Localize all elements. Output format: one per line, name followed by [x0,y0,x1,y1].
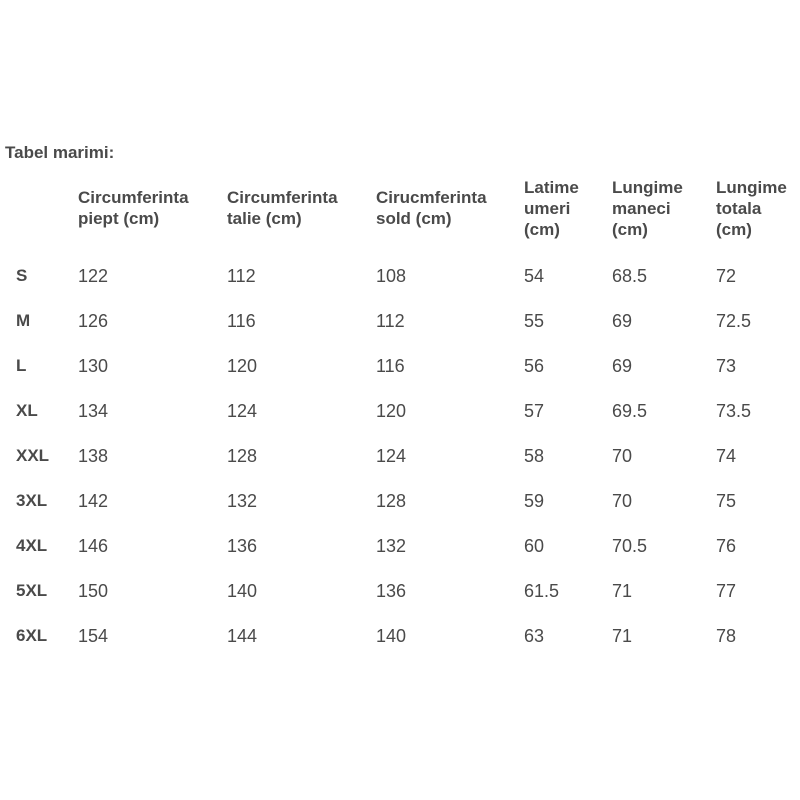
table-cell: 69 [612,311,633,331]
table-cell: 128 [227,446,258,466]
table-cell: 73 [716,356,737,376]
table-cell: 68.5 [612,266,648,286]
table-cell: 146 [78,536,109,556]
table-cell: 132 [376,536,407,556]
column-header-shoulder [524,177,579,240]
column-header-line: (cm) [716,220,752,239]
table-cell: 60 [524,536,545,556]
table-cell: 108 [376,266,407,286]
table-cell: 70 [612,491,633,511]
column-header-line: (cm) [524,220,560,239]
table-cell: 58 [524,446,545,466]
column-header-chest [78,187,189,229]
table-cell: 116 [376,356,405,376]
table-cell: 61.5 [524,581,560,601]
table-cell: 69.5 [612,401,648,421]
column-header-line: totala [716,199,762,218]
column-header-line: piept (cm) [78,209,160,228]
table-cell: 134 [78,401,109,421]
table-cell: 120 [376,401,407,421]
column-header-waist [227,187,338,229]
table-cell: 56 [524,356,545,376]
column-header-sleeve [612,177,683,240]
table-cell: 136 [376,581,407,601]
table-cell: 72.5 [716,311,752,331]
column-header-line: Latime [524,178,579,197]
size-label: XL [16,401,38,420]
column-header-length [716,177,787,240]
table-cell: 63 [524,626,545,646]
size-label: 5XL [16,581,48,600]
column-header-line: Cirucmferinta [376,188,487,207]
table-cell: 69 [612,356,633,376]
column-header-line: umeri [524,199,571,218]
table-cell: 70.5 [612,536,648,556]
table-cell: 116 [227,311,256,331]
table-cell: 130 [78,356,109,376]
size-label: XXL [16,446,50,465]
table-cell: 120 [227,356,258,376]
table-cell: 72 [716,266,737,286]
column-header-line: Lungime [612,178,683,197]
table-cell: 144 [227,626,258,646]
table-cell: 140 [227,581,258,601]
size-label: L [16,356,27,375]
column-header-hip [376,187,487,229]
size-label: 3XL [16,491,48,510]
table-cell: 75 [716,491,737,511]
table-cell: 71 [612,581,633,601]
column-header-line: talie (cm) [227,209,302,228]
size-label: 6XL [16,626,48,645]
table-cell: 124 [376,446,407,466]
table-cell: 55 [524,311,545,331]
table-cell: 112 [227,266,256,286]
table-cell: 76 [716,536,737,556]
size-label: 4XL [16,536,48,555]
table-cell: 78 [716,626,737,646]
table-title: Tabel marimi: [5,143,115,162]
column-header-line: sold (cm) [376,209,452,228]
table-cell: 150 [78,581,109,601]
table-cell: 122 [78,266,109,286]
table-cell: 59 [524,491,545,511]
table-cell: 126 [78,311,109,331]
table-cell: 136 [227,536,258,556]
column-header-line: Lungime [716,178,787,197]
column-header-line: (cm) [612,220,648,239]
column-header-line: Circumferinta [227,188,338,207]
table-cell: 140 [376,626,407,646]
table-cell: 57 [524,401,545,421]
table-cell: 74 [716,446,737,466]
table-cell: 70 [612,446,633,466]
table-cell: 124 [227,401,258,421]
column-header-line: maneci [612,199,671,218]
table-cell: 132 [227,491,258,511]
table-cell: 138 [78,446,109,466]
column-header-line: Circumferinta [78,188,189,207]
size-label: S [16,266,28,285]
table-cell: 112 [376,311,405,331]
table-cell: 77 [716,581,737,601]
size-label: M [16,311,31,330]
table-cell: 71 [612,626,633,646]
table-cell: 73.5 [716,401,752,421]
table-cell: 154 [78,626,109,646]
table-cell: 128 [376,491,407,511]
table-cell: 54 [524,266,545,286]
table-cell: 142 [78,491,109,511]
